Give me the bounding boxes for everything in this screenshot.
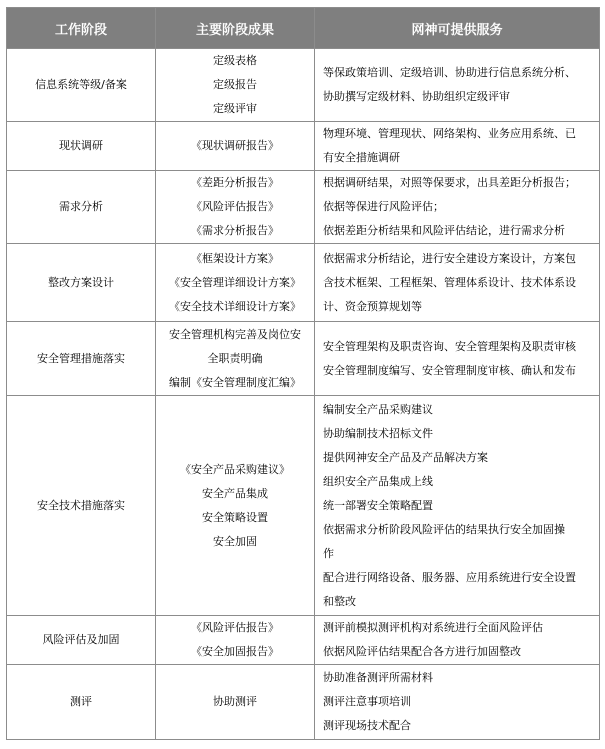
table-row: [7, 171, 600, 244]
service-line: 编制安全产品采购建议: [323, 402, 433, 416]
service-line: 测评注意事项培训: [323, 695, 411, 708]
results-cell: [156, 665, 315, 740]
table-body: [7, 49, 600, 740]
services-cell: [315, 616, 600, 665]
service-line: 依据需求分析阶段风险评估的结果执行安全加固操: [323, 522, 565, 536]
service-line: 依据风险评估结果配合各方进行加固整改: [323, 645, 521, 658]
result-line: 安全加固: [213, 534, 257, 548]
service-line: 和整改: [323, 594, 356, 608]
stage-cell: 信息系统等级/备案: [7, 49, 156, 122]
services-cell: [315, 171, 600, 244]
table-row: [7, 49, 600, 122]
result-line: 定级表格: [213, 54, 257, 67]
result-line: 安全产品集成: [202, 486, 268, 500]
result-line: 《框架设计方案》: [191, 251, 279, 265]
service-line: 安全管理制度编写、安全管理制度审核、确认和发布: [323, 363, 576, 377]
service-line: 依据等保进行风险评估；: [323, 200, 444, 213]
result-line: 编制《安全管理制度汇编》: [169, 375, 301, 389]
results-cell: [156, 322, 315, 396]
result-line: 《风险评估报告》: [191, 200, 279, 213]
stage-cell: 安全管理措施落实: [7, 322, 156, 396]
service-line: 依据需求分析结论，进行安全建设方案设计，方案包: [323, 251, 576, 265]
stages-table-wrapper: [6, 7, 599, 740]
services-cell: [315, 244, 600, 322]
stage-cell: 安全技术措施落实: [7, 396, 156, 616]
result-line: 《安全加固报告》: [191, 645, 279, 658]
service-line: 协助撰写定级材料、协助组织定级评审: [323, 90, 510, 103]
stage-cell: 需求分析: [7, 171, 156, 244]
table-header-row: [7, 8, 600, 49]
service-line: 提供网神安全产品及产品解决方案: [323, 450, 488, 464]
service-line: 含技术框架、工程框架、管理体系设计、技术体系设: [323, 275, 576, 289]
result-line: 定级评审: [213, 102, 257, 115]
header-results: 主要阶段成果: [156, 8, 315, 49]
results-cell: [156, 171, 315, 244]
stage-cell: 整改方案设计: [7, 244, 156, 322]
results-cell: [156, 49, 315, 122]
stage-cell: 测评: [7, 665, 156, 740]
service-line: 统一部署安全策略配置: [323, 498, 433, 512]
services-cell: [315, 322, 600, 396]
table-row: [7, 396, 600, 616]
result-line: 《安全技术详细设计方案》: [169, 299, 301, 313]
stage-cell: 风险评估及加固: [7, 616, 156, 665]
header-stage: 工作阶段: [7, 8, 156, 49]
service-line: 等保政策培训、定级培训、协助进行信息系统分析、: [323, 66, 576, 79]
result-line: 协助测评: [213, 695, 257, 708]
result-line: 安全管理机构完善及岗位安: [169, 327, 301, 341]
result-line: 《风险评估报告》: [191, 621, 279, 634]
service-line: 配合进行网络设备、服务器、应用系统进行安全设置: [323, 570, 576, 584]
results-cell: [156, 244, 315, 322]
table-row: [7, 665, 600, 740]
service-line: 测评现场技术配合: [323, 719, 411, 732]
services-cell: [315, 49, 600, 122]
result-line: 定级报告: [213, 78, 257, 91]
result-line: 《差距分析报告》: [191, 176, 279, 189]
service-line: 依据差距分析结果和风险评估结论，进行需求分析: [323, 224, 565, 237]
table-row: [7, 244, 600, 322]
service-line: 计、资金预算规划等: [323, 299, 422, 313]
service-line: 物理环境、管理现状、网络架构、业务应用系统、已: [323, 127, 576, 140]
service-line: 协助编制技术招标文件: [323, 426, 433, 440]
stage-cell: 现状调研: [7, 122, 156, 171]
services-cell: [315, 665, 600, 740]
results-cell: [156, 616, 315, 665]
services-cell: [315, 396, 600, 616]
result-line: 《安全管理详细设计方案》: [169, 275, 301, 289]
service-line: 有安全措施调研: [323, 151, 400, 164]
results-cell: [156, 122, 315, 171]
result-line: 《需求分析报告》: [191, 224, 279, 237]
table-row: [7, 322, 600, 396]
service-line: 安全管理架构及职责咨询、安全管理架构及职责审核: [323, 339, 576, 353]
stages-table: [6, 7, 600, 740]
service-line: 作: [323, 546, 334, 560]
service-line: 根据调研结果，对照等保要求，出具差距分析报告；: [323, 176, 576, 189]
table-row: [7, 616, 600, 665]
service-line: 组织安全产品集成上线: [323, 474, 433, 488]
result-line: 全职责明确: [207, 351, 263, 365]
services-cell: [315, 122, 600, 171]
table-row: [7, 122, 600, 171]
service-line: 协助准备测评所需材料: [323, 671, 433, 684]
result-line: 《安全产品采购建议》: [180, 462, 290, 476]
results-cell: [156, 396, 315, 616]
result-line: 《现状调研报告》: [191, 139, 279, 152]
result-line: 安全策略设置: [202, 510, 268, 524]
header-services: 网神可提供服务: [315, 8, 600, 49]
service-line: 测评前模拟测评机构对系统进行全面风险评估: [323, 621, 543, 634]
